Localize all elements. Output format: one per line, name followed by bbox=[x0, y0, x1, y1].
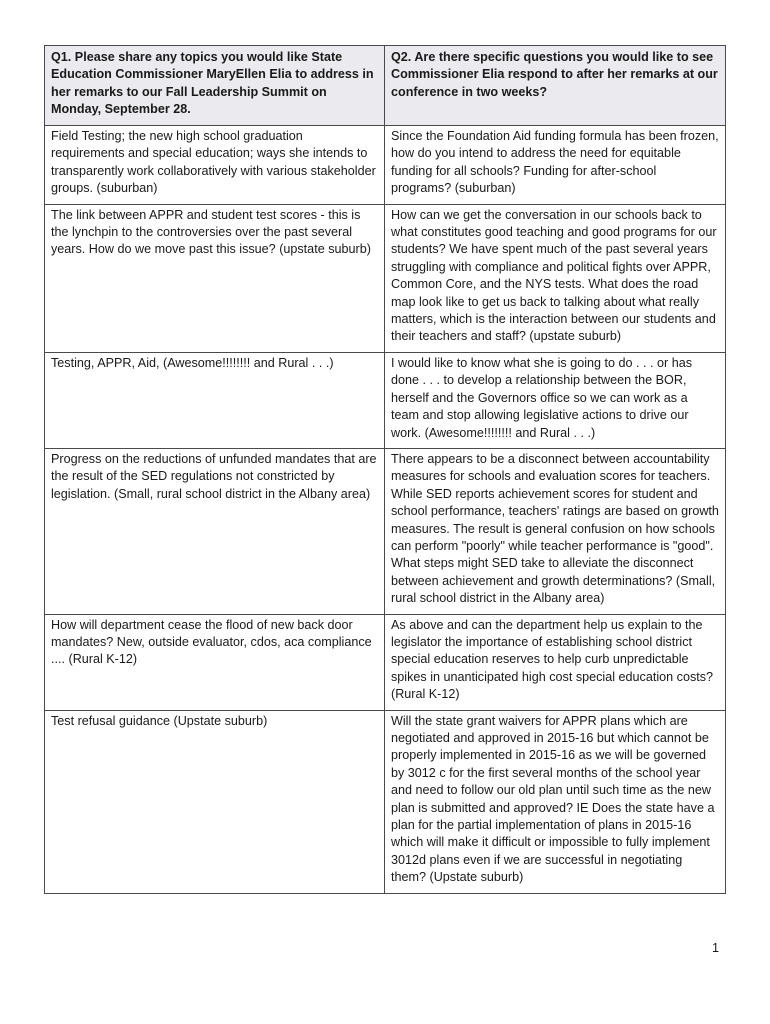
q2-header: Q2. Are there specific questions you would like to see Commissioner Elia respond to after her remarks at our conference in two weeks? bbox=[385, 46, 726, 126]
q1-response-cell: The link between APPR and student test scores - this is the lynchpin to the controversies over the past several years. How do we move past this issue? (upstate suburb) bbox=[45, 204, 385, 352]
q1-response-cell: Progress on the reductions of unfunded mandates that are the result of the SED regulations not constricted by legislation. (Small, rural school district in the Albany area) bbox=[45, 448, 385, 614]
q2-response-cell: Will the state grant waivers for APPR plans which are negotiated and approved in 2015-16 but which cannot be properly implemented in 2015-16 as we will be governed by 3012 c for the first several months of the school year and need to follow our old plan until such time as the new plan is submitted and approved? IE Does the state have a plan for the partial implementation of plans in 2015-16 which will make it difficult or impossible to fully implement 3012d plans even if we are successful in negotiating them? (Upstate suburb) bbox=[385, 710, 726, 893]
q1-header: Q1. Please share any topics you would like State Education Commissioner MaryEllen Elia to address in her remarks to our Fall Leadership Summit on Monday, September 28. bbox=[45, 46, 385, 126]
q1-response-cell: Testing, APPR, Aid, (Awesome!!!!!!!! and Rural . . .) bbox=[45, 352, 385, 448]
table-row bbox=[45, 448, 726, 614]
table-row bbox=[45, 614, 726, 710]
q1-response-cell: Test refusal guidance (Upstate suburb) bbox=[45, 710, 385, 893]
q2-response-cell: How can we get the conversation in our schools back to what constitutes good teaching and good programs for our students? We have spent much of the past several years struggling with compliance and political fights over APPR, Common Core, and the NYS tests. What does the road map look like to get us back to talking about what really matters, which is the interaction between our students and their teachers and staff? (upstate suburb) bbox=[385, 204, 726, 352]
table-row bbox=[45, 352, 726, 448]
page-number: 1 bbox=[712, 941, 720, 955]
table-row bbox=[45, 204, 726, 352]
survey-responses-table bbox=[44, 45, 726, 894]
table-header-row bbox=[45, 46, 726, 126]
q2-response-cell: There appears to be a disconnect between accountability measures for schools and evaluation scores for teachers. While SED reports achievement scores for student and school performance, teachers' ratings are based on growth measures. The result is general confusion on how schools can perform "poorly" while teacher performance is "good". What steps might SED take to alleviate the disconnect between achievement and growth determinations? (Small, rural school district in the Albany area) bbox=[385, 448, 726, 614]
q1-response-cell: Field Testing; the new high school graduation requirements and special education; ways she intends to transparently work collaboratively with various stakeholder groups. (suburban) bbox=[45, 126, 385, 205]
q2-response-cell: As above and can the department help us explain to the legislator the importance of establishing school district special education reserves to help curb unpredictable spikes in unanticipated high cost special education costs? (Rural K-12) bbox=[385, 614, 726, 710]
table-row bbox=[45, 126, 726, 205]
q2-response-cell: I would like to know what she is going to do . . . or has done . . . to develop a relationship between the BOR, herself and the Governors office so we can work as a team and stop allowing legislative actions to drive our work. (Awesome!!!!!!!! and Rural . . .) bbox=[385, 352, 726, 448]
q2-response-cell: Since the Foundation Aid funding formula has been frozen, how do you intend to address the need for equitable funding for all schools? Funding for after-school programs? (suburban) bbox=[385, 126, 726, 205]
q1-response-cell: How will department cease the flood of new back door mandates? New, outside evaluator, cdos, aca compliance .... (Rural K-12) bbox=[45, 614, 385, 710]
table-row bbox=[45, 710, 726, 893]
